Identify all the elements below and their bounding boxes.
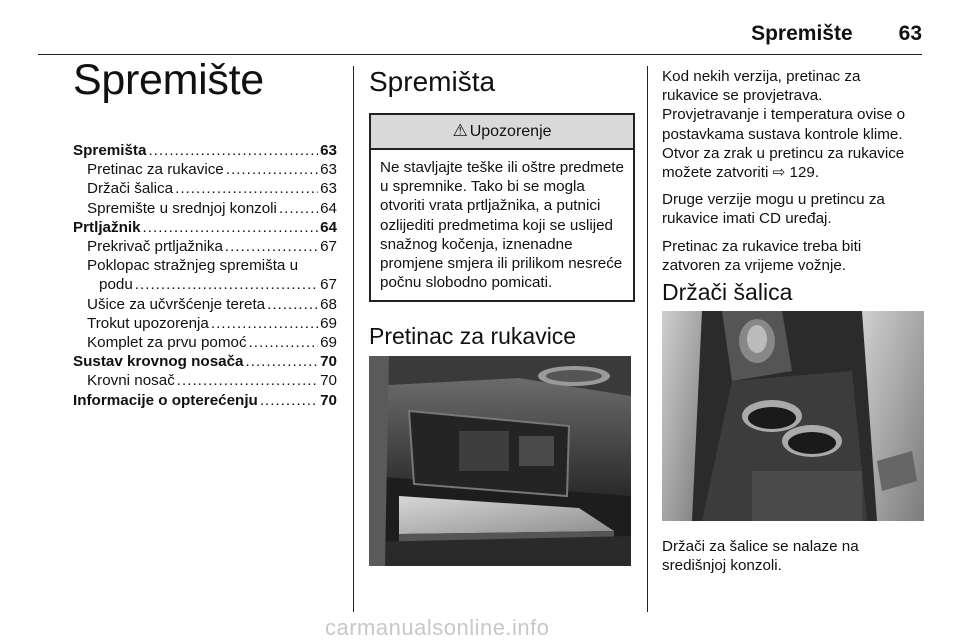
toc-entry-label: Prtljažnik — [73, 218, 141, 236]
toc-leader-dots — [267, 295, 318, 314]
toc-entry-page: 64 — [320, 199, 337, 217]
watermark: carmanualsonline.info — [325, 615, 550, 640]
toc-leader-dots — [260, 391, 318, 410]
toc-leader-dots — [143, 218, 319, 237]
toc-entry[interactable] — [73, 199, 337, 218]
paragraph-4-line-2: zatvoren za vrijeme vožnje. — [662, 256, 847, 274]
subsection-title-glovebox: Pretinac za rukavice — [369, 323, 577, 349]
paragraph-2-line-2: postavkama sustava kontrole klime. — [662, 125, 903, 143]
toc-leader-dots — [148, 141, 318, 160]
toc-entry-label: Sustav krovnog nosača — [73, 353, 244, 371]
toc-entry[interactable] — [73, 333, 337, 352]
running-header-section: Spremište — [751, 22, 853, 45]
toc-entry[interactable] — [73, 275, 337, 294]
toc-leader-dots — [225, 237, 318, 256]
toc-entry-label: Ušice za učvršćenje tereta — [87, 295, 266, 313]
toc-entry-label: Spremište u srednjoj konzoli — [87, 199, 277, 217]
toc-entry-page: 67 — [320, 238, 337, 256]
right-column-text — [662, 67, 932, 283]
header-rule — [38, 54, 922, 55]
toc-entry-page: 70 — [320, 372, 337, 390]
paragraph-4 — [662, 237, 932, 275]
toc-entry-page: 67 — [320, 276, 337, 294]
toc-entry-label: podu — [99, 276, 133, 294]
toc-entry[interactable] — [73, 314, 337, 333]
warning-box — [369, 113, 635, 302]
toc-entry[interactable] — [73, 141, 337, 160]
column-divider-left — [353, 66, 354, 612]
section-title: Spremišta — [369, 66, 496, 97]
toc-entry-label: Komplet za prvu pomoć — [87, 334, 247, 352]
paragraph-3-line-1: Druge verzije mogu u pretincu za — [662, 191, 885, 209]
toc-leader-dots — [211, 314, 318, 333]
toc-entry-page: 70 — [320, 391, 337, 409]
toc-entry-page: 69 — [320, 314, 337, 332]
paragraph-2-line-3: Otvor za zrak u pretincu za rukavice — [662, 144, 905, 162]
paragraph-2-line-1: Provjetravanje i temperatura ovise o — [662, 106, 906, 124]
toc-entry[interactable] — [73, 371, 337, 390]
paragraph-1-line-1: Kod nekih verzija, pretinac za — [662, 68, 861, 85]
toc-entry[interactable] — [73, 295, 337, 314]
chapter-title: Spremište — [73, 56, 264, 104]
cupholder-photo — [662, 311, 924, 521]
toc-entry-page: 70 — [320, 353, 337, 371]
paragraph-4-line-1: Pretinac za rukavice treba biti — [662, 237, 862, 255]
toc-leader-dots — [279, 199, 318, 218]
toc-entry[interactable] — [73, 352, 337, 371]
toc-entry-page: 68 — [320, 295, 337, 313]
cupholder-illustration — [662, 311, 924, 521]
toc-leader-dots — [177, 371, 318, 390]
page-number: 63 — [898, 22, 922, 45]
warning-heading: Upozorenje — [469, 123, 552, 140]
cupholder-caption-line-2: središnjoj konzoli. — [662, 557, 782, 575]
toc-leader-dots — [135, 275, 318, 294]
paragraph-1 — [662, 67, 932, 105]
glovebox-photo — [369, 356, 631, 566]
toc-entry-label: Informacije o opterećenju — [73, 391, 258, 409]
warning-header — [371, 115, 633, 150]
toc-leader-dots — [175, 179, 318, 198]
paragraph-2-line-4: možete zatvoriti ⇨ 129. — [662, 164, 820, 182]
toc-entry-label: Poklopac stražnjeg spremišta u — [87, 257, 299, 275]
toc-entry[interactable] — [73, 391, 337, 410]
toc-entry-label: Spremišta — [73, 142, 147, 159]
running-header — [751, 22, 922, 46]
toc-leader-dots — [226, 160, 318, 179]
toc-entry[interactable] — [73, 179, 337, 198]
cupholder-caption-line-1: Držači za šalice se nalaze na — [662, 538, 859, 555]
toc-entry-page: 63 — [320, 180, 337, 198]
column-divider-right — [647, 66, 648, 612]
toc-entry-label: Trokut upozorenja — [87, 314, 209, 332]
cupholder-caption — [662, 537, 932, 575]
paragraph-3 — [662, 190, 932, 228]
subsection-title-cupholders: Držači šalica — [662, 279, 793, 305]
toc-entry-page: 63 — [320, 142, 337, 159]
toc-entry[interactable] — [73, 237, 337, 256]
toc-entry-page: 64 — [320, 218, 337, 236]
paragraph-1-line-2: rukavice se provjetrava. — [662, 87, 823, 105]
toc-entry-page: 69 — [320, 334, 337, 352]
toc-entry-page: 63 — [320, 161, 337, 179]
toc-entry-label: Držači šalica — [87, 180, 174, 198]
warning-triangle-icon: ⚠ — [452, 121, 468, 140]
toc-leader-dots — [249, 333, 319, 352]
toc-entry-label: Prekrivač prtljažnika — [87, 238, 223, 256]
toc-entry[interactable] — [73, 160, 337, 179]
paragraph-2 — [662, 105, 932, 182]
toc-entry[interactable] — [73, 256, 337, 275]
toc-leader-dots — [246, 352, 319, 371]
glovebox-illustration — [369, 356, 631, 566]
toc-entry[interactable] — [73, 218, 337, 237]
paragraph-3-line-2: rukavice imati CD uređaj. — [662, 210, 832, 228]
warning-text: Ne stavljajte teške ili oštre predmete u spremnike. Tako bi se mogla otvoriti vrata prtljažnika, a putnici ozlijediti predmetima koji se uslijed snažnog kočenja, iznenadne promjene smjera ili prilikom nesreće počnu slobodno pomicati. — [380, 159, 624, 292]
toc-entry-label: Krovni nosač — [87, 372, 175, 390]
toc-entry-label: Pretinac za rukavice — [87, 161, 224, 179]
table-of-contents — [73, 141, 337, 410]
